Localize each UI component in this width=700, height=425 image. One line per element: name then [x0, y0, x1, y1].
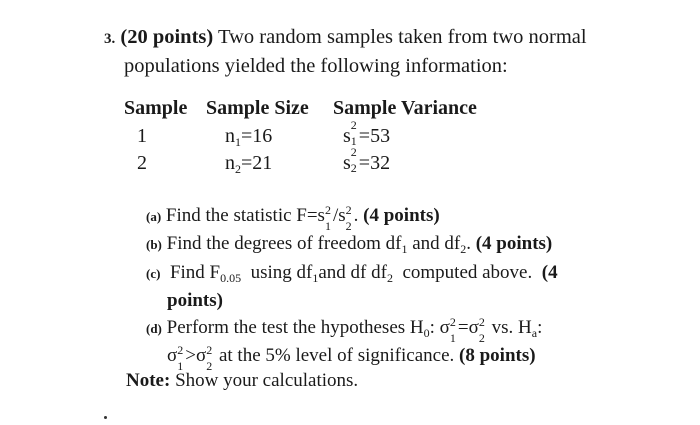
question-points: (20 points)	[120, 26, 214, 48]
part-c: (c) Find $F_{0.05}$ using $df_1and$ df $df_2$ computed above. (4	[146, 262, 558, 285]
header-sample-variance: Sample Variance	[333, 97, 477, 119]
part-d: (d) Perform the test the hypotheses $H_0$: σ 2 1 =σ 2 2 vs. $H_a$:	[146, 315, 543, 345]
part-a: (a) Find the statistic F=s 2 1 /s 2 2 . (4 points)	[146, 203, 440, 233]
row1-variance: s 2 1 =53	[343, 118, 391, 148]
question-header	[104, 24, 664, 80]
part-c-points-cont: points)	[167, 290, 223, 311]
row1-size: $n_1=16$	[225, 125, 273, 149]
row2-size: $n_2=21$	[225, 152, 273, 176]
note	[126, 370, 358, 392]
question-text-line1: Two random samples taken from two normal	[213, 26, 587, 48]
row2-sample: 2	[137, 152, 147, 174]
row1-sample: 1	[137, 125, 147, 147]
header-sample: Sample	[124, 97, 188, 119]
note-text: Show your calculations.	[170, 370, 359, 391]
question-number: 3.	[104, 31, 116, 47]
stray-mark	[104, 416, 107, 419]
note-label: Note:	[126, 370, 171, 391]
header-sample-size: Sample Size	[206, 97, 309, 119]
part-b: (b) Find the degrees of freedom $df_1$ and $df_2$. (4 points)	[146, 233, 553, 256]
row2-variance: s 2 2 =32	[343, 145, 391, 175]
question-text-line2: populations yielded the following information:	[124, 55, 508, 77]
part-d-line2: σ 2 1 >σ 2 2 at the 5% level of significance. (8 points)	[167, 343, 536, 373]
